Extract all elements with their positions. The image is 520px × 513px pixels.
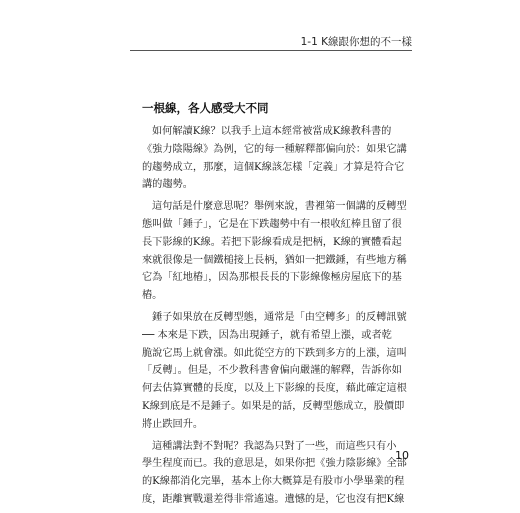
text-line: ── 本來是下跌，因為出現錘子，就有希望上漲，或者乾	[142, 329, 392, 341]
text-line: K線到底是不是錘子。如果是的話，反轉型態成立，股價即	[142, 400, 405, 412]
paragraph-4	[142, 438, 412, 509]
text-line: 的K線都消化完畢，基本上你大概算是有股市小學畢業的程	[142, 476, 405, 488]
text-line: 這句話是什麼意思呢？舉例來說，書裡第一個講的反轉型	[152, 201, 407, 213]
header-rule	[130, 50, 412, 51]
text-line: 《強力陰陽線》為例，它的每一種解釋都偏向於：如果它講	[142, 143, 407, 155]
text-line: 「反轉」。但是，不少教科書會偏向嚴謹的解釋，告訴你如	[142, 365, 402, 377]
section-title: 一根線，各人感受大不同	[142, 101, 269, 115]
text-line: 學生程度而已。我的意思是，如果你把《強力陰影線》全部	[142, 458, 407, 470]
paragraph-2	[142, 198, 412, 305]
page-number: 10	[395, 449, 409, 462]
text-line: 來就很像是一個鐵槌接上長柄，猶如一把鐵錘，有些地方稱	[142, 254, 407, 266]
text-line: 度，距離實戰還差得非常遙遠。遺憾的是，它也沒有把K線	[142, 493, 405, 505]
text-line: 將止跌回升。	[142, 418, 204, 430]
text-line: 脆說它馬上就會漲。如此從空方的下跌到多方的上漲，這叫	[142, 347, 407, 359]
text-line: 這種講法對不對呢？我認為只對了一些，而這些只有小	[152, 440, 397, 452]
text-line: 它為「紅地樁」，因為那根長長的下影線像極房屋底下的基	[142, 272, 402, 284]
text-line: 樁。	[142, 290, 163, 302]
text-line: 長下影線的K線。若把下影線看成是把柄，K線的實體看起	[142, 236, 402, 248]
running-head: 1-1 K線跟你想的不一樣	[300, 36, 412, 48]
text-line: 的趨勢成立，那麼，這個K線該怎樣「定義」才算是符合它	[142, 161, 405, 173]
text-line: 態叫做「錘子」，它是在下跌趨勢中有一根收紅棒且留了很	[142, 218, 402, 230]
text-line: 錘子如果放在反轉型態，通常是「由空轉多」的反轉訊號	[152, 311, 407, 323]
paragraph-3	[142, 309, 412, 434]
body-text	[142, 123, 412, 513]
text-line: 講的趨勢。	[142, 179, 193, 191]
paragraph-1	[142, 123, 412, 194]
text-line: 何去估算實體的長度，以及上下影線的長度，藉此確定這根	[142, 383, 407, 395]
text-line: 如何解讀K線？以我手上這本經常被當成K線教科書的	[152, 126, 392, 137]
